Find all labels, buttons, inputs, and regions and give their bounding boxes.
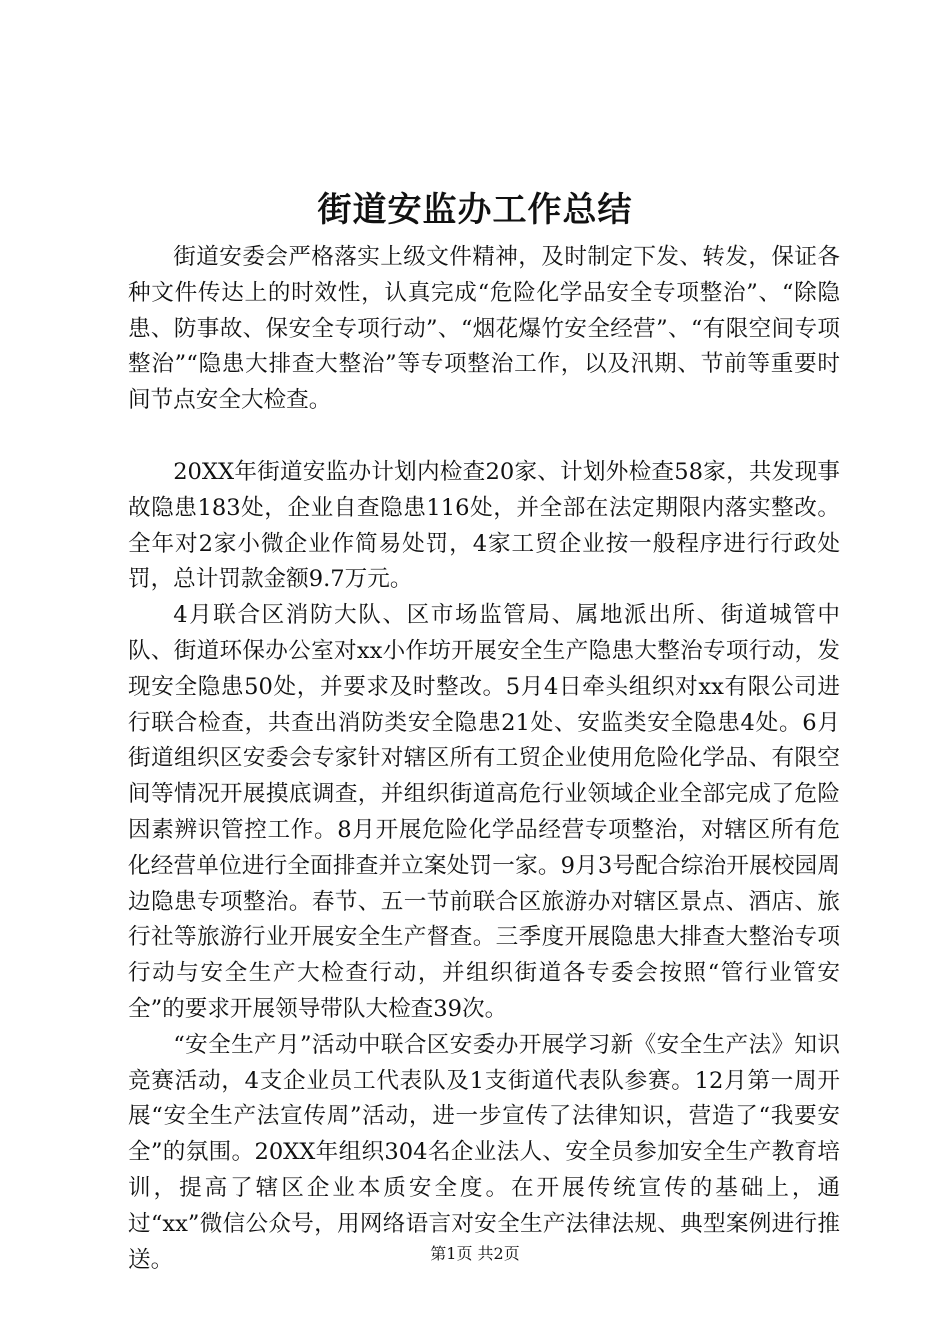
document-title: 街道安监办工作总结 xyxy=(317,190,633,230)
paragraph-1: 街道安委会严格落实上级文件精神，及时制定下发、转发，保证各种文件传达上的时效性，认真完成“危险化学品安全专项整治”、“除隐患、防事故、保安全专项行动”、“烟花爆竹安全经营”、“有限空间专项整治”“隐患大排查大整治”等专项整治工作，以及汛期、节前等重要时间节点安全大检查。 xyxy=(128,244,840,414)
paragraph-4: “安全生产月”活动中联合区安委办开展学习新《安全生产法》知识竞赛活动，4支企业员工代表队及1支街道代表队参赛。12月第一周开展“安全生产法宣传周”活动，进一步宣传了法律知识，营造了“我要安全”的氛围。20XX年组织304名企业法人、安全员参加安全生产教育培训，提高了辖区企业本质安全度。在开展传统宣传的基础上，通过“xx”微信公众号，用网络语言对安全生产法律法规、典型案例进行推送。 xyxy=(128,1031,840,1273)
page-number-footer: 第1页 共2页 xyxy=(430,1244,520,1263)
paragraph-3: 4月联合区消防大队、区市场监管局、属地派出所、街道城管中队、街道环保办公室对xx小作坊开展安全生产隐患大整治专项行动，发现安全隐患50处，并要求及时整改。5月4日牵头组织对xx有限公司进行联合检查，共查出消防类安全隐患21处、安监类安全隐患4处。6月街道组织区安委会专家针对辖区所有工贸企业使用危险化学品、有限空间等情况开展摸底调查，并组织街道高危行业领域企业全部完成了危险因素辨识管控工作。8月开展危险化学品经营专项整治，对辖区所有危化经营单位进行全面排查并立案处罚一家。9月3号配合综治开展校园周边隐患专项整治。春节、五一节前联合区旅游办对辖区景点、酒店、旅行社等旅游行业开展安全生产督查。三季度开展隐患大排查大整治专项行动与安全生产大检查行动，并组织街道各专委会按照“管行业管安全”的要求开展领导带队大检查39次。 xyxy=(128,602,840,1022)
paragraph-spacer xyxy=(128,419,840,455)
document-body xyxy=(128,240,840,1278)
paragraph-2: 20XX年街道安监办计划内检查20家、计划外检查58家，共发现事故隐患183处，企业自查隐患116处，并全部在法定期限内落实整改。全年对2家小微企业作简易处罚，4家工贸企业按一般程序进行行政处罚，总计罚款金额9.7万元。 xyxy=(128,458,840,593)
